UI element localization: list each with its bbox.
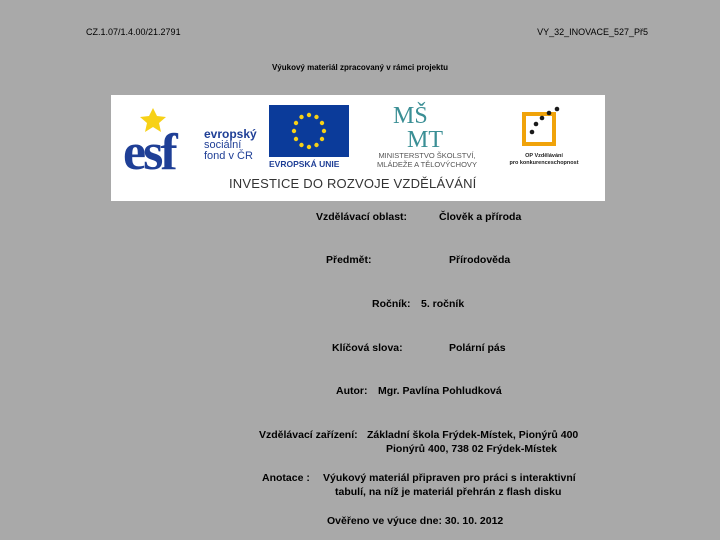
- author-label: Autor:: [336, 385, 368, 397]
- annotation-line-2: tabulí, na níž je materiál přehrán z flash disku: [335, 486, 562, 498]
- material-code: VY_32_INOVACE_527_Př5: [537, 27, 648, 37]
- school-line-2: Pionýrů 400, 738 02 Frýdek-Místek: [386, 443, 557, 455]
- subject-label: Předmět:: [326, 254, 372, 266]
- msmt-caption: [357, 151, 497, 169]
- esf-logo-side: [204, 129, 257, 162]
- svg-text:MŠ: MŠ: [393, 103, 428, 129]
- annotation-line-1: Výukový materiál připraven pro práci s interaktivní: [323, 472, 576, 484]
- verified-date: Ověřeno ve výuce dne: 30. 10. 2012: [327, 515, 504, 527]
- school-line-1: Základní škola Frýdek-Místek, Pionýrů 400: [367, 429, 579, 441]
- op-logo-icon: [520, 102, 564, 148]
- annotation-label: Anotace :: [262, 472, 310, 484]
- op-line-1: OP Vzdělávání: [525, 153, 563, 159]
- msmt-line-1: MINISTERSTVO ŠKOLSTVÍ,: [378, 151, 476, 160]
- keywords-label: Klíčová slova:: [332, 342, 403, 354]
- eu-flag-icon: [269, 105, 349, 157]
- project-subtitle: Výukový materiál zpracovaný v rámci projektu: [271, 63, 449, 72]
- msmt-logo-icon: [391, 101, 461, 149]
- author-value: Mgr. Pavlína Pohludková: [378, 385, 502, 397]
- area-label: Vzdělávací oblast:: [316, 211, 408, 223]
- logo-banner: [111, 95, 605, 201]
- esf-line-2: sociální: [204, 139, 242, 151]
- eu-caption: EVROPSKÁ UNIE: [269, 159, 340, 169]
- msmt-line-2: MLÁDEŽE A TĚLOVÝCHOVY: [377, 160, 477, 169]
- school-label: Vzdělávací zařízení:: [259, 429, 358, 441]
- banner-caption: INVESTICE DO ROZVOJE VZDĚLÁVÁNÍ: [229, 176, 477, 191]
- project-code: CZ.1.07/1.4.00/21.2791: [86, 27, 181, 37]
- svg-text:MT: MT: [407, 127, 443, 149]
- op-line-2: pro konkurenceschopnost: [509, 160, 579, 166]
- esf-logo-text: esf: [123, 124, 175, 181]
- op-caption: [497, 153, 591, 167]
- subject-value: Přírodověda: [449, 254, 511, 266]
- grade-value: 5. ročník: [421, 298, 465, 310]
- esf-line-3: fond v ČR: [204, 150, 253, 162]
- keywords-value: Polární pás: [449, 342, 506, 354]
- area-value: Člověk a příroda: [439, 211, 522, 223]
- grade-label: Ročník:: [372, 298, 411, 310]
- esf-line-1: evropský: [204, 127, 257, 141]
